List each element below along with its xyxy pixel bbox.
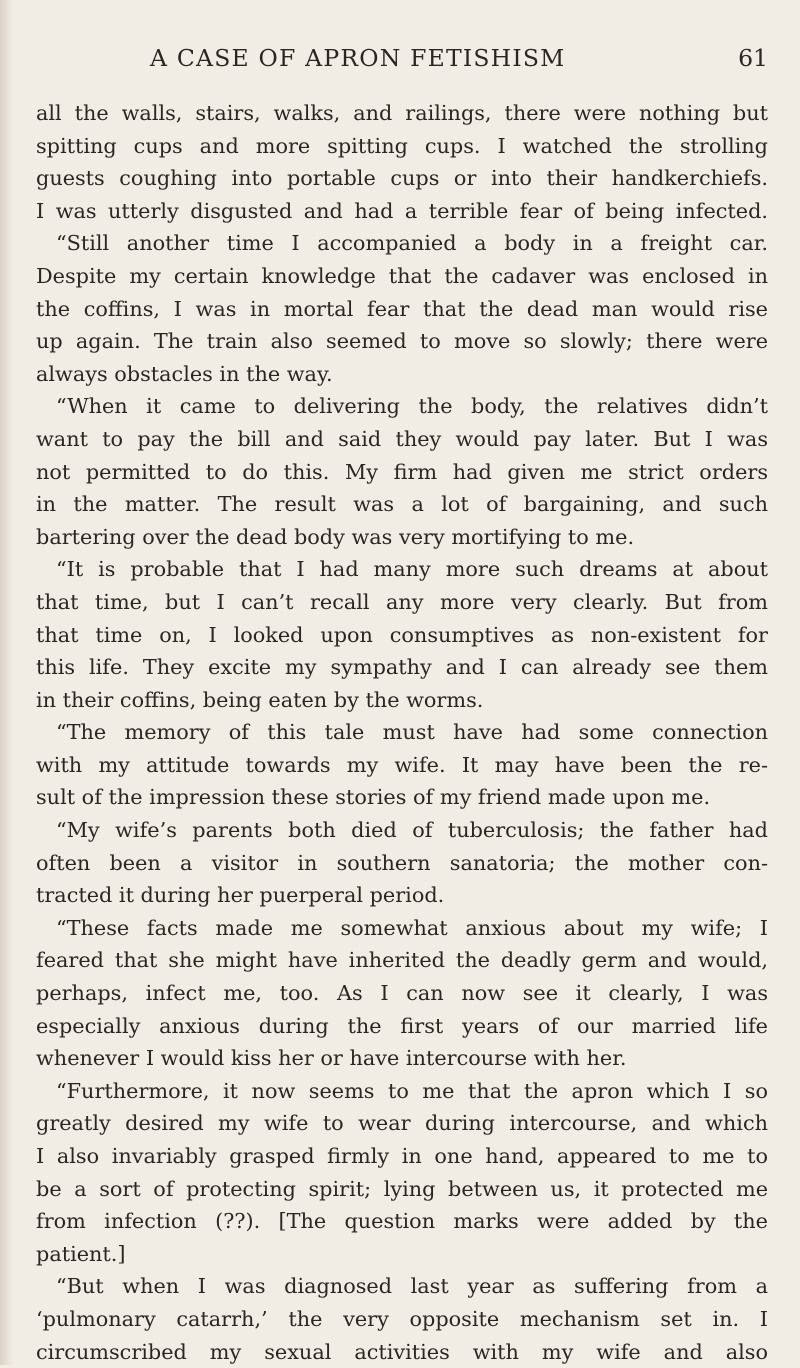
paragraph-end-line: in their coffins, being eaten by the worms. [36,687,484,712]
text-line: be a sort of protecting spirit; lying between us, it protected me [36,1176,768,1201]
paragraph-start-line: “When it came to delivering the body, the relatives didn’t [56,394,768,419]
paragraph-start-line: “Furthermore, it now seems to me that the apron which I so [56,1078,768,1103]
paragraph-start-line: “These facts made me somewhat anxious about my wife; I [56,915,768,940]
paragraph-end-line: patient.] [36,1241,126,1266]
paragraph-start-line: “My wife’s parents both died of tuberculosis; the father had [56,818,768,843]
text-line: perhaps, infect me, too. As I can now see it clearly, I was [36,981,768,1006]
text-line: want to pay the bill and said they would pay later. But I was [36,426,768,451]
text-line: greatly desired my wife to wear during intercourse, and which [36,1111,768,1136]
text-line: spitting cups and more spitting cups. I watched the strolling [36,133,768,158]
text-line: with my attitude towards my wife. It may have been the re- [36,752,768,777]
text-line: circumscribed my sexual activities with my wife and also [36,1339,768,1364]
text-line: Despite my certain knowledge that the cadaver was enclosed in [36,263,768,288]
paragraph-start-line: “It is probable that I had many more such dreams at about [56,557,768,582]
text-line: the coffins, I was in mortal fear that the dead man would rise [36,296,768,321]
text-line: often been a visitor in southern sanatoria; the mother con- [36,850,768,875]
text-line: ‘pulmonary catarrh,’ the very opposite mechanism set in. I [36,1306,768,1331]
text-line: up again. The train also seemed to move so slowly; there were [36,329,768,354]
text-line: guests coughing into portable cups or into their handkerchiefs. [36,166,768,191]
paragraph-end-line: whenever I would kiss her or have intercourse with her. [36,1046,627,1071]
paragraph-start-line: “The memory of this tale must have had some connection [56,720,768,745]
paragraph-end-line: always obstacles in the way. [36,361,333,386]
text-line: not permitted to do this. My firm had given me strict orders [36,459,768,484]
text-line: I was utterly disgusted and had a terrible fear of being infected. [36,198,768,223]
paragraph-start-line: “Still another time I accompanied a body in a freight car. [56,231,768,256]
paragraph-start-line: “But when I was diagnosed last year as suffering from a [56,1274,768,1299]
paragraph-end-line: sult of the impression these stories of my friend made upon me. [36,785,711,810]
page-header [36,44,768,84]
paragraph-end-line: bartering over the dead body was very mortifying to me. [36,524,635,549]
body-text [36,97,768,1368]
text-line: from infection (??). [The question marks were added by the [36,1209,768,1234]
text-line: that time on, I looked upon consumptives as non-existent for [36,622,768,647]
text-line: all the walls, stairs, walks, and railings, there were nothing but [36,101,768,125]
text-line: I also invariably grasped firmly in one hand, appeared to me to [36,1144,768,1168]
text-line: especially anxious during the first years of our married life [36,1013,768,1038]
text-line: this life. They excite my sympathy and I can already see them [36,655,768,680]
paragraph-end-line: tracted it during her puerperal period. [36,883,445,908]
running-head: A CASE OF APRON FETISHISM [150,44,566,72]
page-gutter-shadow [0,0,14,1365]
text-line: feared that she might have inherited the deadly germ and would, [36,948,768,973]
text-line: in the matter. The result was a lot of bargaining, and such [36,492,768,517]
page-number: 61 [738,44,768,72]
text-line: that time, but I can’t recall any more very clearly. But from [36,589,768,614]
